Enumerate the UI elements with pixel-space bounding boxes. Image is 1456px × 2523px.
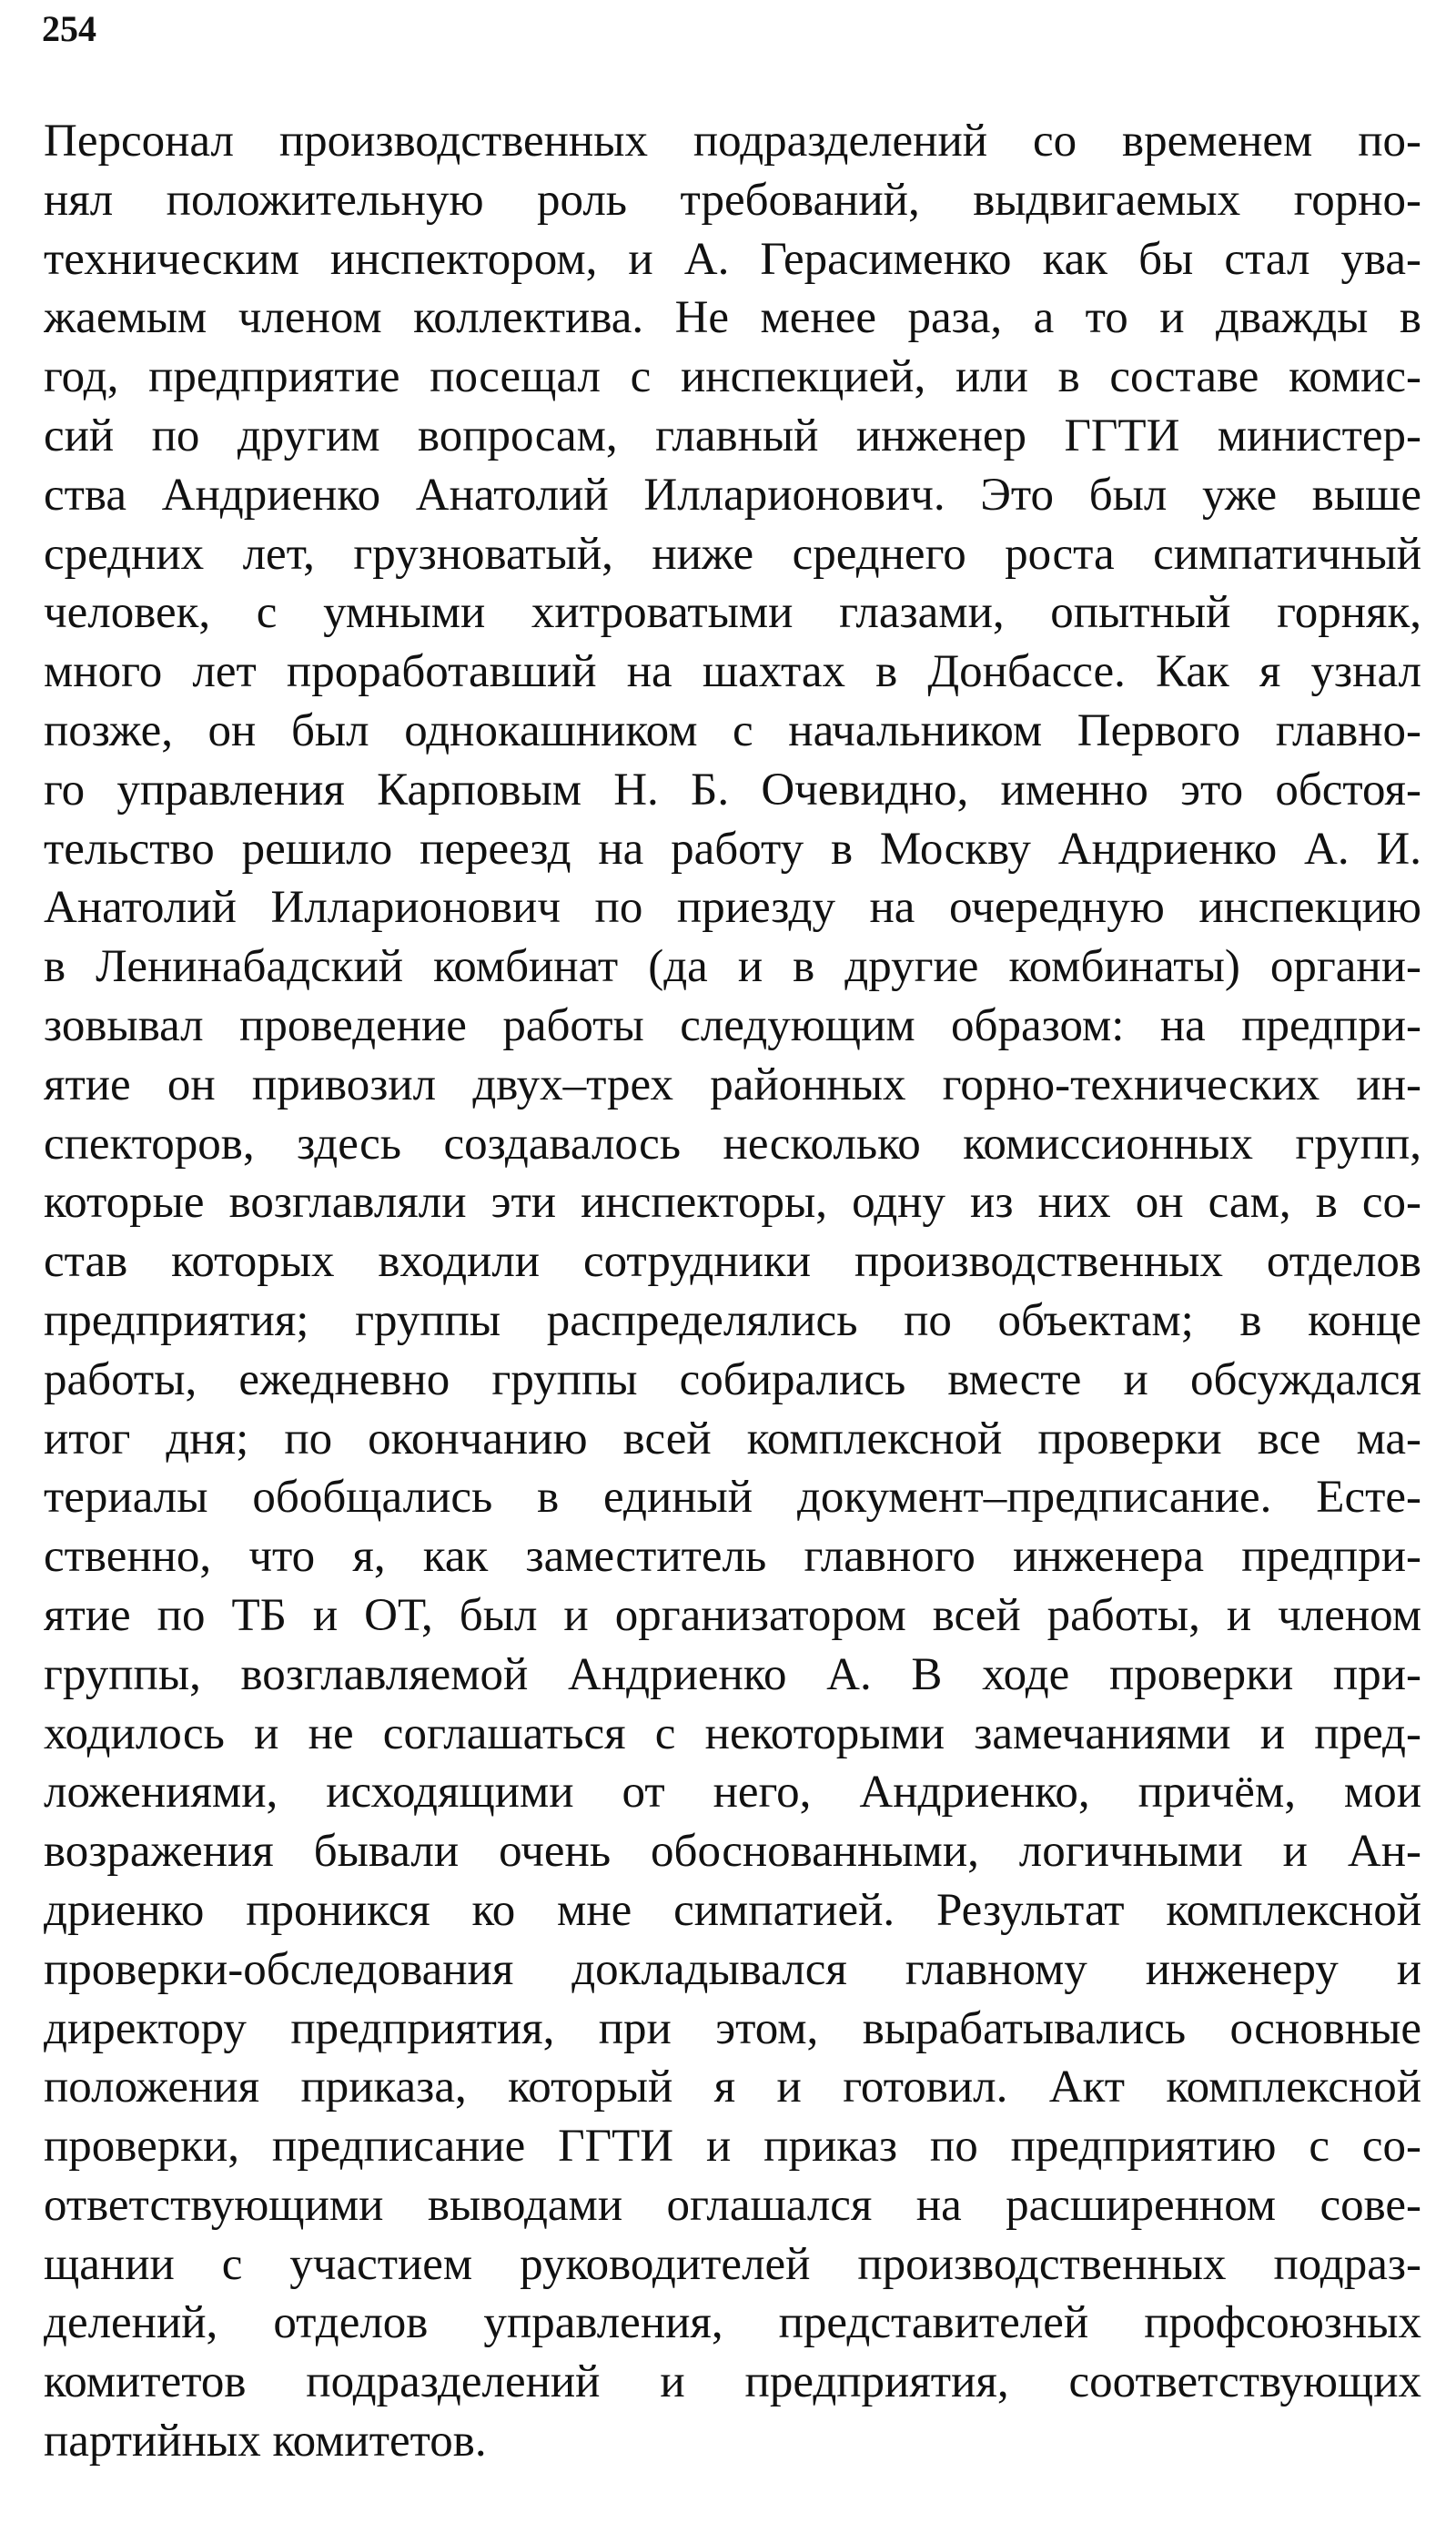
- text-line: итог дня; по окончанию всей комплексной проверки все ма-: [44, 1413, 1421, 1464]
- text-line: позже, он был однокашником с начальником Первого главно-: [44, 704, 1421, 756]
- text-line: териалы обобщались в единый документ–предписание. Есте-: [44, 1472, 1421, 1524]
- text-line: техническим инспектором, и А. Герасименко как бы стал ува-: [44, 233, 1421, 285]
- body-text: [44, 112, 1421, 2471]
- text-line: ложениями, исходящими от него, Андриенко, причём, мои: [44, 1767, 1421, 1819]
- text-line: проверки-обследования докладывался главному инженеру и: [44, 1943, 1421, 1995]
- text-line: ятие он привозил двух–трех районных горно-технических ин-: [44, 1059, 1421, 1110]
- text-line: комитетов подразделений и предприятия, соответствующих: [44, 2356, 1421, 2408]
- text-line: го управления Карповым Н. Б. Очевидно, именно это обстоя-: [44, 764, 1421, 816]
- text-line: человек, с умными хитроватыми глазами, опытный горняк,: [44, 587, 1421, 639]
- page-number: 254: [42, 8, 96, 49]
- text-line: тельство решило переезд на работу в Москву Андриенко А. И.: [44, 823, 1421, 875]
- text-line: сий по другим вопросам, главный инженер ГГТИ министер-: [44, 410, 1421, 461]
- text-line: ственно, что я, как заместитель главного инженера предпри-: [44, 1531, 1421, 1583]
- text-line: партийных комитетов.: [44, 2416, 487, 2467]
- text-line: ходилось и не соглашаться с некоторыми замечаниями и пред-: [44, 1707, 1421, 1759]
- text-line: ответствующими выводами оглашался на расширенном сове-: [44, 2179, 1421, 2231]
- text-line: которые возглавляли эти инспекторы, одну из них он сам, в со-: [44, 1177, 1421, 1229]
- text-line: работы, ежедневно группы собирались вместе и обсуждался: [44, 1353, 1421, 1405]
- text-line: жаемым членом коллектива. Не менее раза, а то и дважды в: [44, 292, 1421, 344]
- text-line: нял положительную роль требований, выдвигаемых горно-: [44, 174, 1421, 226]
- text-line: став которых входили сотрудники производственных отделов: [44, 1236, 1421, 1288]
- text-line: год, предприятие посещал с инспекцией, или в составе комис-: [44, 351, 1421, 403]
- text-line: зовывал проведение работы следующим образом: на предпри-: [44, 999, 1421, 1051]
- text-line: предприятия; группы распределялись по объектам; в конце: [44, 1294, 1421, 1346]
- text-line: положения приказа, который я и готовил. Акт комплексной: [44, 2062, 1421, 2113]
- text-line: Персонал производственных подразделений со временем по-: [44, 116, 1421, 167]
- text-line: проверки, предписание ГГТИ и приказ по предприятию с со-: [44, 2121, 1421, 2173]
- text-line: ства Андриенко Анатолий Илларионович. Это был уже выше: [44, 469, 1421, 521]
- text-line: группы, возглавляемой Андриенко А. В ходе проверки при-: [44, 1648, 1421, 1700]
- text-line: средних лет, грузноватый, ниже среднего роста симпатичный: [44, 528, 1421, 580]
- text-line: возражения бывали очень обоснованными, логичными и Ан-: [44, 1826, 1421, 1878]
- text-line: дриенко проникся ко мне симпатией. Результат комплексной: [44, 1884, 1421, 1936]
- text-line: спекторов, здесь создавалось несколько комиссионных групп,: [44, 1118, 1421, 1170]
- text-line: ятие по ТБ и ОТ, был и организатором всей работы, и членом: [44, 1589, 1421, 1641]
- text-line: директору предприятия, при этом, вырабатывались основные: [44, 2002, 1421, 2054]
- text-line: делений, отделов управления, представителей профсоюзных: [44, 2297, 1421, 2349]
- text-line: щании с участием руководителей производственных подраз-: [44, 2238, 1421, 2290]
- text-line: Анатолий Илларионович по приезду на очередную инспекцию: [44, 882, 1421, 934]
- text-line: в Ленинабадский комбинат (да и в другие комбинаты) органи-: [44, 941, 1421, 993]
- text-line: много лет проработавший на шахтах в Донбассе. Как я узнал: [44, 646, 1421, 698]
